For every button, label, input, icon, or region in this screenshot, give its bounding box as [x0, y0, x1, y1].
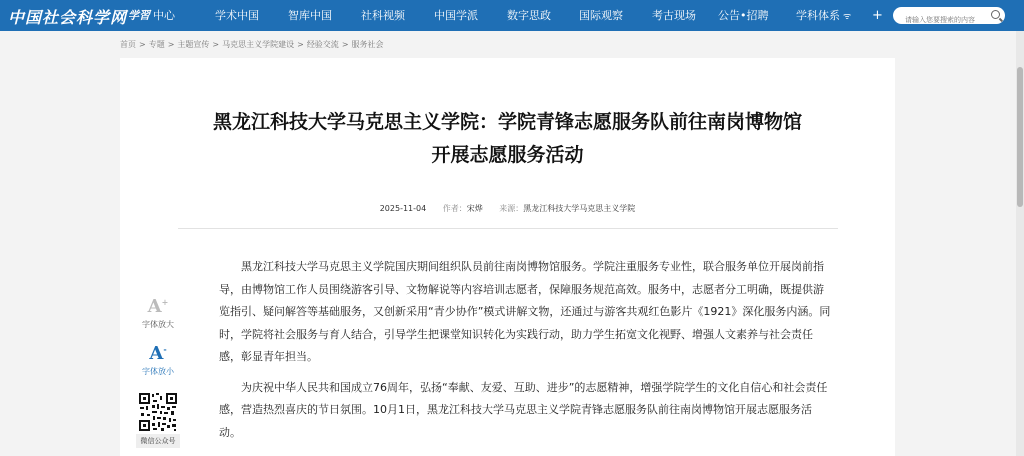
- article-date: 2025-11-04: [379, 204, 427, 213]
- title-divider: [178, 228, 838, 229]
- breadcrumb-topics[interactable]: 专题: [148, 40, 165, 49]
- font-larger-button[interactable]: [136, 292, 180, 330]
- nav-item-social-video[interactable]: 社科视频: [361, 9, 405, 22]
- nav-study-suffix: 中心: [153, 9, 175, 22]
- nav-item-archaeology[interactable]: 考古现场: [652, 9, 696, 22]
- nav-study-logo-text: 学習: [128, 9, 150, 22]
- nav-item-digital-ideology[interactable]: 数字思政: [507, 9, 551, 22]
- breadcrumb-experience[interactable]: 经验交流: [306, 40, 339, 49]
- top-navigation-bar: [0, 0, 1024, 31]
- breadcrumb-marxism-school[interactable]: 马克思主义学院建设: [222, 40, 295, 49]
- breadcrumb-service[interactable]: 服务社会: [351, 40, 384, 49]
- breadcrumb-separator: >: [139, 40, 146, 49]
- article-meta: [120, 203, 895, 214]
- nav-item-notices[interactable]: 公告•招聘: [718, 9, 769, 22]
- nav-item-study-center[interactable]: [128, 0, 175, 31]
- breadcrumb: [120, 39, 384, 50]
- article-title: [120, 106, 895, 172]
- wechat-qr-code-icon: [138, 392, 178, 432]
- wechat-account-label: 微信公众号: [136, 434, 180, 448]
- nav-item-disciplines[interactable]: [796, 0, 851, 33]
- nav-item-academic-china[interactable]: 学术中国: [215, 9, 259, 22]
- article-source: 黑龙江科技大学马克思主义学院: [523, 204, 636, 213]
- font-smaller-button[interactable]: [136, 339, 180, 377]
- article-paragraph: 为庆祝中华人民共和国成立76周年，弘扬“奉献、友爱、互助、进步”的志愿精神，增强学院学生的文化自信心和社会责任感，营造热烈喜庆的节日氛围。10月1日，黑龙江科技大学马克思主义学院青锋志愿服务队前往南岗博物馆开展志愿服务活动。: [219, 380, 828, 439]
- breadcrumb-separator: >: [341, 40, 349, 49]
- breadcrumb-separator: >: [167, 40, 175, 49]
- search-box: [893, 7, 1005, 24]
- font-smaller-label: 字体放小: [142, 367, 174, 376]
- article-title-line-1: 黑龙江科技大学马克思主义学院：学院青锋志愿服务队前往南岗博物馆: [212, 111, 802, 133]
- site-logo[interactable]: 中国社会科学网: [8, 8, 128, 27]
- article-body: [219, 256, 831, 452]
- breadcrumb-home[interactable]: 首页: [120, 40, 136, 49]
- font-larger-label: 字体放大: [142, 320, 174, 329]
- scrollbar-thumb[interactable]: [1017, 67, 1023, 207]
- font-larger-icon: A+: [147, 296, 169, 317]
- page-scrollbar[interactable]: [1016, 31, 1024, 456]
- breadcrumb-separator: >: [297, 40, 304, 49]
- breadcrumb-theme[interactable]: 主题宣传: [177, 40, 210, 49]
- article-paragraph: 黑龙江科技大学马克思主义学院国庆期间组织队员前往南岗博物馆服务。学院注重服务专业性，联合服务单位开展岗前指导，由博物馆工作人员围绕游客引导、文物解说等内容培训志愿者，保障服务规范高效。服务中，志愿者分工明确，既提供游览指引、疑问解答等基础服务，又创新采用“青少协作”模式讲解文物，还通过与游客共观红色影片《1921》深化服务内涵。同时，学院将社会服务与育人结合，引导学生把课堂知识转化为实践行动，助力学生拓宽文化视野、增强人文素养与社会责任感，彰显青年担当。: [219, 260, 831, 363]
- breadcrumb-separator: >: [212, 40, 220, 49]
- article-title-line-2: 开展志愿服务活动: [431, 144, 584, 166]
- more-plus-icon[interactable]: +: [872, 8, 883, 23]
- nav-item-chinese-school[interactable]: 中国学派: [434, 9, 478, 22]
- search-icon[interactable]: [991, 10, 1000, 19]
- article-author: 宋烨: [466, 204, 483, 213]
- nav-item-international[interactable]: 国际观察: [579, 9, 623, 22]
- font-smaller-icon: A-: [149, 343, 167, 364]
- dropdown-signal-icon: ᯤ: [843, 12, 852, 22]
- nav-disciplines-label: 学科体系: [796, 9, 840, 22]
- nav-item-think-tank[interactable]: 智库中国: [288, 9, 332, 22]
- author-label: 作者：: [442, 204, 467, 213]
- source-label: 来源：: [499, 204, 524, 213]
- search-input[interactable]: [905, 12, 991, 29]
